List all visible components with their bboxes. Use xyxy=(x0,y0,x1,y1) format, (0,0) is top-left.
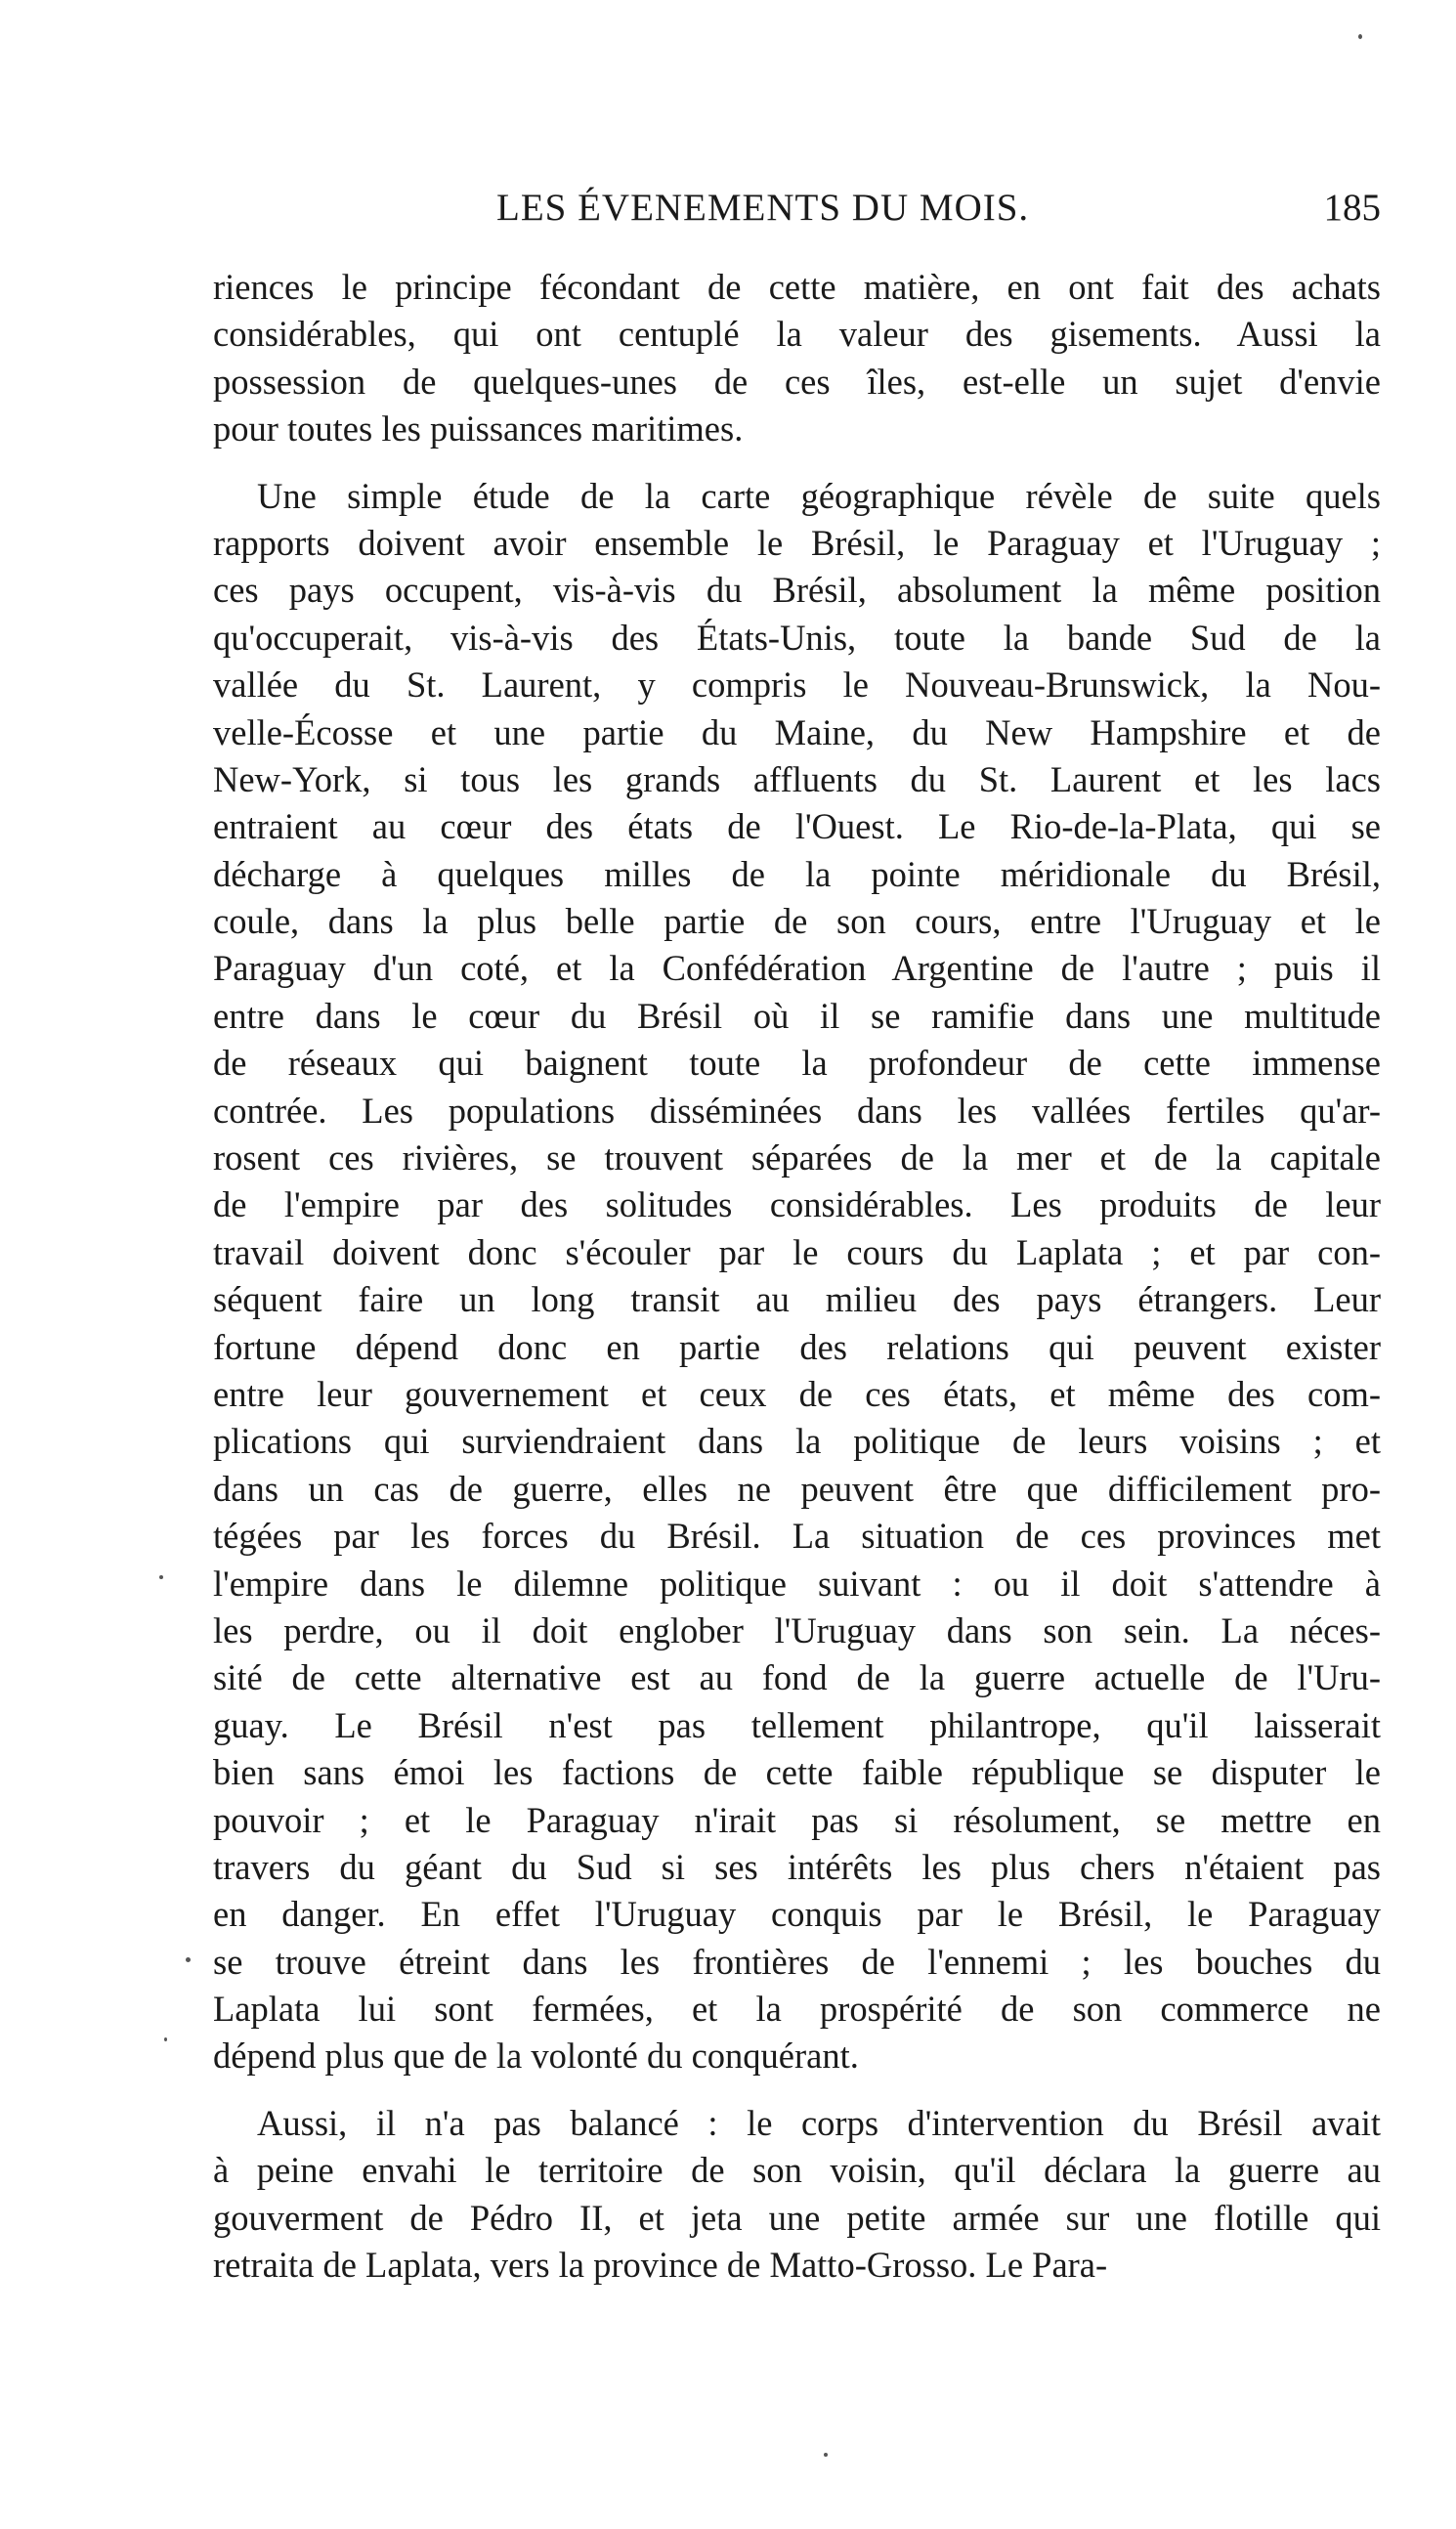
margin-speck xyxy=(186,1957,191,1962)
text-line: travail doivent donc s'écouler par le cours du Laplata ; et par con- xyxy=(213,1231,1381,1272)
text-line: entraient au cœur des états de l'Ouest. Le Rio-de-la-Plata, qui se xyxy=(213,806,1381,847)
text-line: dépend plus que de la volonté du conquérant. xyxy=(213,2036,859,2077)
text-line: riences le principe fécondant de cette matière, en ont fait des achats xyxy=(213,267,1381,307)
page-number: 185 xyxy=(1323,187,1381,229)
text-line: entre dans le cœur du Brésil où il se ramifie dans une multitude xyxy=(213,995,1381,1036)
paragraph xyxy=(213,473,1381,2080)
text-line: Aussi, il n'a pas balancé : le corps d'intervention du Brésil avait xyxy=(257,2102,1381,2143)
text-line: qu'occuperait, vis-à-vis des États-Unis, toute la bande Sud de la xyxy=(213,617,1381,658)
text-line: plications qui surviendraient dans la politique de leurs voisins ; et xyxy=(213,1421,1381,1462)
running-title: LES ÉVENEMENTS DU MOIS. xyxy=(496,187,1030,229)
text-line: sité de cette alternative est au fond de la guerre actuelle de l'Uru- xyxy=(213,1657,1381,1698)
text-line: contrée. Les populations disséminées dans les vallées fertiles qu'ar- xyxy=(213,1090,1381,1131)
text-line: rapports doivent avoir ensemble le Brésil, le Paraguay et l'Uruguay ; xyxy=(213,522,1381,563)
text-line: velle-Écosse et une partie du Maine, du New Hampshire et de xyxy=(213,711,1381,752)
text-line: dans un cas de guerre, elles ne peuvent être que difficilement pro- xyxy=(213,1468,1381,1509)
text-line: travers du géant du Sud si ses intérêts les plus chers n'étaient pas xyxy=(213,1846,1381,1887)
text-line: tégées par les forces du Brésil. La situation de ces provinces met xyxy=(213,1516,1381,1557)
text-line: Laplata lui sont fermées, et la prospérité de son commerce ne xyxy=(213,1989,1381,2030)
text-line: retraita de Laplata, vers la province de Matto-Grosso. Le Para- xyxy=(213,2245,1108,2286)
text-line: ces pays occupent, vis-à-vis du Brésil, absolument la même position xyxy=(213,570,1381,611)
text-line: coule, dans la plus belle partie de son cours, entre l'Uruguay et le xyxy=(213,901,1381,942)
text-line: à peine envahi le territoire de son voisin, qu'il déclara la guerre au xyxy=(213,2150,1381,2191)
margin-speck xyxy=(159,1575,163,1579)
text-line: Paraguay d'un coté, et la Confédération Argentine de l'autre ; puis il xyxy=(213,948,1381,989)
paragraph xyxy=(213,2100,1381,2290)
text-line: entre leur gouvernement et ceux de ces états, et même des com- xyxy=(213,1373,1381,1414)
margin-speck xyxy=(164,2037,167,2041)
margin-speck xyxy=(1358,34,1362,39)
margin-speck xyxy=(824,2453,828,2457)
text-line: séquent faire un long transit au milieu des pays étrangers. Leur xyxy=(213,1279,1381,1320)
text-line: gouverment de Pédro II, et jeta une petite armée sur une flotille qui xyxy=(213,2197,1381,2238)
text-line: rosent ces rivières, se trouvent séparées de la mer et de la capitale xyxy=(213,1137,1381,1179)
text-line: possession de quelques-unes de ces îles, est-elle un sujet d'envie xyxy=(213,361,1381,402)
text-line: l'empire dans le dilemne politique suivant : ou il doit s'attendre à xyxy=(213,1563,1381,1604)
page-header xyxy=(213,186,1381,235)
paragraph xyxy=(213,264,1381,453)
text-line: en danger. En effet l'Uruguay conquis par le Brésil, le Paraguay xyxy=(213,1894,1381,1935)
text-line: considérables, qui ont centuplé la valeur des gisements. Aussi la xyxy=(213,314,1381,355)
text-line: vallée du St. Laurent, y compris le Nouveau-Brunswick, la Nou- xyxy=(213,664,1381,706)
text-line: les perdre, ou il doit englober l'Uruguay dans son sein. La néces- xyxy=(213,1609,1381,1650)
text-line: de réseaux qui baignent toute la profondeur de cette immense xyxy=(213,1043,1381,1084)
text-line: guay. Le Brésil n'est pas tellement philantrope, qu'il laisserait xyxy=(213,1704,1381,1745)
text-line: de l'empire par des solitudes considérables. Les produits de leur xyxy=(213,1184,1381,1225)
text-line: New-York, si tous les grands affluents du St. Laurent et les lacs xyxy=(213,758,1381,799)
text-line: décharge à quelques milles de la pointe méridionale du Brésil, xyxy=(213,853,1381,894)
text-line: pour toutes les puissances maritimes. xyxy=(213,408,744,450)
text-line: pouvoir ; et le Paraguay n'irait pas si résolument, se mettre en xyxy=(213,1799,1381,1840)
text-line: se trouve étreint dans les frontières de l'ennemi ; les bouches du xyxy=(213,1941,1381,1982)
text-line: Une simple étude de la carte géographique révèle de suite quels xyxy=(257,475,1381,516)
text-line: fortune dépend donc en partie des relations qui peuvent exister xyxy=(213,1326,1381,1367)
body-text xyxy=(213,264,1381,2308)
text-line: bien sans émoi les factions de cette faible république se disputer le xyxy=(213,1752,1381,1793)
